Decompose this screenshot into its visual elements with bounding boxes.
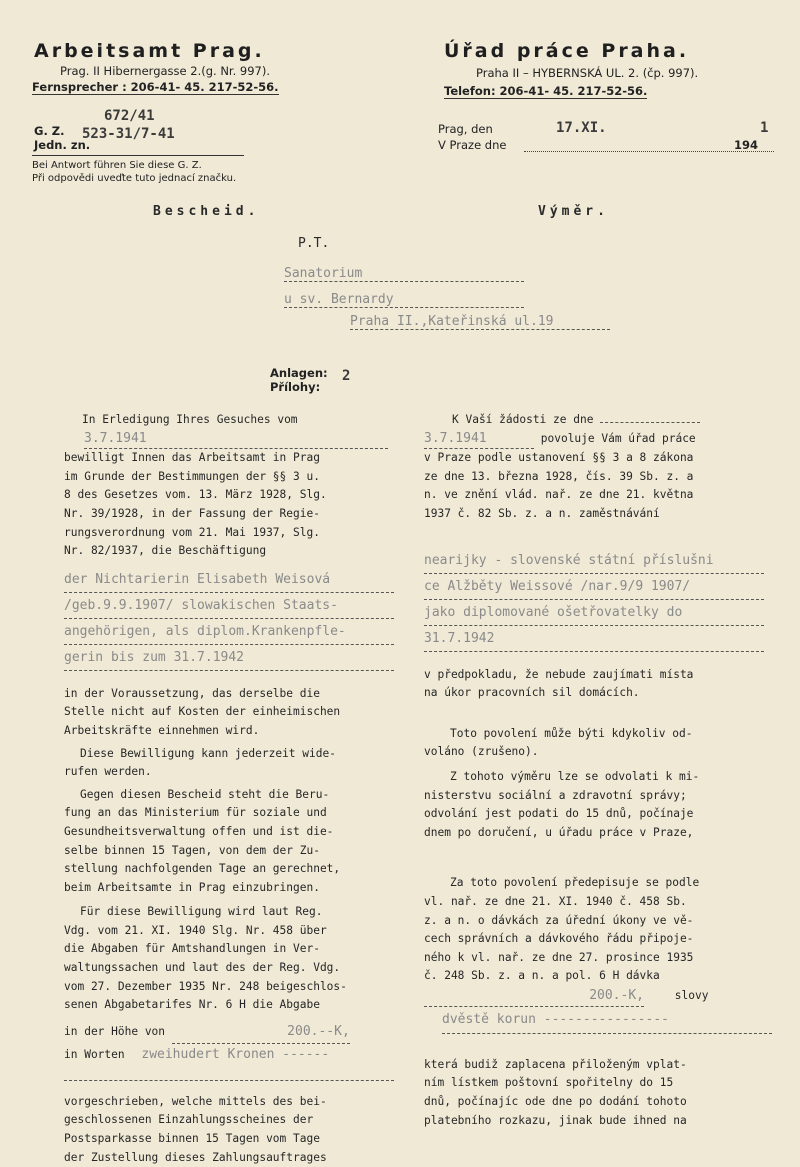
czech-person-line: ce Alžběty Weissové /nar.9/9 1907/ [424,574,764,600]
czech-words-label: slovy [674,988,709,1002]
german-person-line: gerin bis zum 31.7.1942 [64,645,394,671]
german-condition [64,685,394,741]
czech-words: dvěstě korun ---------------- [442,1007,772,1034]
czech-date-tail: povoluje Vám úřad práce [540,431,696,445]
date-label-de: Prag, den [438,122,493,136]
german-appeal-line: stellung nachfolgenden Tage an gerechnet, [64,862,341,876]
anlagen-label-de: Anlagen: [270,366,328,380]
german-words: zweihudert Kronen ------ [141,1046,330,1062]
german-intro: In Erledigung Ihres Gesuches vom [82,413,298,426]
german-body-line: 8 des Gesetzes vom. 13. März 1928, Slg. [64,488,327,502]
czech-body-line: v Praze podle ustanovení §§ 3 a 8 zákona [424,451,694,465]
german-fee-line: vom 27. Dezember 1935 Nr. 248 beigeschlos- [64,979,347,993]
czech-amount-row [424,986,764,1007]
reference-number-2: 523-31/7-41 [82,126,175,142]
german-fee-line: Für diese Bewilligung wird laut Reg. [80,905,323,919]
czech-condition-line: na úkor pracovních sil domácích. [424,686,640,700]
czech-appeal-line: nisterstvu sociální a zdravotní správy; [424,788,687,802]
german-date: 3.7.1941 [84,430,388,450]
letterhead-title-cs: Úřad práce Praha. [444,40,690,62]
czech-condition-line: v předpokladu, že nebude zaujímati místa [424,667,694,681]
german-body-line: bewilligt Innen das Arbeitsamt in Prag [64,451,320,465]
anlagen-label-cs: Přílohy: [270,380,321,394]
german-body-line: Nr. 82/1937, die Beschäftigung [64,544,267,558]
czech-date: 3.7.1941 [424,430,534,450]
german-payment [64,1093,394,1167]
czech-body-line: 1937 č. 82 Sb. z. a n. zaměstnávání [424,506,660,520]
letterhead-address-de: Prag. II Hibernergasse 2.(g. Nr. 997). [60,64,270,78]
recipient-salutation: P.T. [298,236,330,251]
german-payment-line: Postsparkasse binnen 15 Tagen vom Tage [64,1132,320,1146]
german-body [64,449,394,561]
german-payment-line: der Zustellung dieses Zahlungsauftrages [64,1150,327,1164]
german-revocable-line: Diese Bewilligung kann jederzeit wide- [80,746,336,760]
date-label-cs: V Praze dne [438,138,507,152]
heading-cs: Výměr. [538,204,609,219]
german-revocable-line: rufen werden. [64,765,152,779]
czech-fee-line: z. a n. o dávkách za úřední úkony ve vě- [424,913,694,927]
czech-fee-line: Za toto povolení předepisuje se podle [450,876,700,890]
czech-appeal-line: dnem po doručení, u úřadu práce v Praze, [424,825,694,839]
german-amount-row [64,1021,394,1044]
czech-fee-line: vl. nař. ze dne 21. XI. 1940 č. 458 Sb. [424,894,687,908]
czech-amount: 200.-K, [424,986,644,1007]
czech-intro: K Vaší žádosti ze dne [452,413,594,426]
reference-number-1: 672/41 [104,108,155,124]
german-payment-line: geschlossenen Einzahlungsscheines der [64,1113,314,1127]
german-words-row [64,1044,394,1066]
german-words-label: in Worten [64,1047,125,1061]
german-condition-line: Stelle nicht auf Kosten der einheimischen [64,705,341,719]
german-column [64,411,394,1167]
czech-condition [424,666,764,703]
german-fee-line: senen Abgabetarifes Nr. 6 H die Abgabe [64,998,320,1012]
german-appeal-line: selbe binnen 15 Tagen, von dem der Zu- [64,843,320,857]
german-condition-line: in der Voraussetzung, das derselbe die [64,686,320,700]
reference-note-de: Bei Antwort führen Sie diese G. Z. [32,160,202,171]
date-year-typed: 1 [760,120,769,136]
german-appeal-line: fung an das Ministerium für soziale und [64,806,327,820]
german-fee [64,903,394,1015]
czech-revocable-line: voláno (zrušeno). [424,745,539,759]
letterhead-phone-cs: Telefon: 206-41- 45. 217-52-56. [444,84,648,98]
recipient-line-1: Sanatorium [284,266,524,282]
german-amount: 200.--K, [172,1021,350,1044]
czech-body-line: ze dne 13. března 1928, čís. 39 Sb. z. a [424,469,694,483]
german-amount-label: in der Höhe von [64,1024,166,1038]
czech-payment-line: dnů, počínajíc ode dne po dodání tohoto [424,1095,687,1109]
letterhead-phone-de: Fernsprecher : 206-41- 45. 217-52-56. [32,80,279,94]
czech-intro-row [452,411,764,430]
german-person-line: angehörigen, als diplom.Krankenpfle- [64,619,394,645]
german-body-line: im Grunde der Bestimmungen der §§ 3 u. [64,469,320,483]
czech-date-row [424,430,764,450]
czech-person-line: 31.7.1942 [424,626,764,652]
czech-person-line: jako diplomované ošetřovatelky do [424,600,764,626]
anlagen-value: 2 [342,368,351,384]
heading-de: Bescheid. [153,204,260,219]
recipient-line-3: Praha II.,Kateřinská ul.19 [350,314,610,330]
date-year-print: 194 [734,138,759,152]
letterhead-address-cs: Praha II – HYBERNSKÁ UL. 2. (čp. 997). [476,66,699,80]
czech-payment-line: platebního rozkazu, jinak bude ihned na [424,1113,687,1127]
german-appeal-line: Gegen diesen Bescheid steht die Beru- [80,787,330,801]
german-person [64,567,394,671]
german-person-line: /geb.9.9.1907/ slowakischen Staats- [64,593,394,619]
czech-fee-line: cech správních a dávkového řádu připoje- [424,932,694,946]
german-appeal-line: Gesundheitsverwaltung offen und ist die- [64,824,334,838]
german-revocable [64,745,394,782]
czech-appeal-line: Z tohoto výměru lze se odvolati k mi- [450,769,700,783]
german-appeal-line: beim Arbeitsamte in Prag einzubringen. [64,880,320,894]
date-day: 17.XI. [556,120,607,136]
german-words-underline [64,1066,394,1081]
czech-fee-line: č. 248 Sb. z. a n. a pol. 6 H dávka [424,969,660,983]
czech-payment [424,1056,764,1130]
czech-appeal-line: odvolání jest podati do 15 dnů, počínaje [424,807,694,821]
czech-revocable [424,725,764,762]
czech-body [424,449,764,523]
german-payment-line: vorgeschrieben, welche mittels des bei- [64,1094,327,1108]
czech-column [424,411,764,1130]
german-body-line: Nr. 39/1928, in der Fassung der Regie- [64,506,320,520]
czech-payment-line: která budiž zaplacena přiloženým vplat- [424,1057,687,1071]
german-condition-line: Arbeitskräfte einnehmen wird. [64,723,260,737]
german-fee-line: waltungssachen und laut des der Reg. Vdg. [64,961,341,975]
jedn-label: Jedn. zn. [34,138,91,152]
recipient-line-2: u sv. Bernardy [284,292,524,308]
czech-fee-line: ného k vl. nař. ze dne 27. prosince 1935 [424,950,694,964]
reference-note-cs: Při odpovědi uveďte tuto jednací značku. [32,173,237,184]
german-appeal [64,786,394,898]
czech-intro-line [600,422,700,423]
gz-label: G. Z. [34,124,65,138]
czech-person [424,548,764,652]
german-body-line: rungsverordnung vom 21. Mai 1937, Slg. [64,525,320,539]
reference-rule [32,155,244,156]
czech-appeal [424,768,764,842]
czech-payment-line: ním lístkem poštovní spořitelny do 15 [424,1076,674,1090]
german-fee-line: die Abgaben für Amtshandlungen in Ver- [64,942,320,956]
german-person-line: der Nichtarierin Elisabeth Weisová [64,567,394,593]
czech-person-line: nearijky - slovenské státní příslušni [424,548,764,574]
german-fee-line: Vdg. vom 21. XI. 1940 Slg. Nr. 458 über [64,923,327,937]
czech-revocable-line: Toto povolení může býti kdykoliv od- [450,726,693,740]
letterhead-title-de: Arbeitsamt Prag. [34,40,265,62]
czech-body-line: n. ve znění vlád. nař. ze dne 21. května [424,488,694,502]
czech-fee [424,874,764,986]
